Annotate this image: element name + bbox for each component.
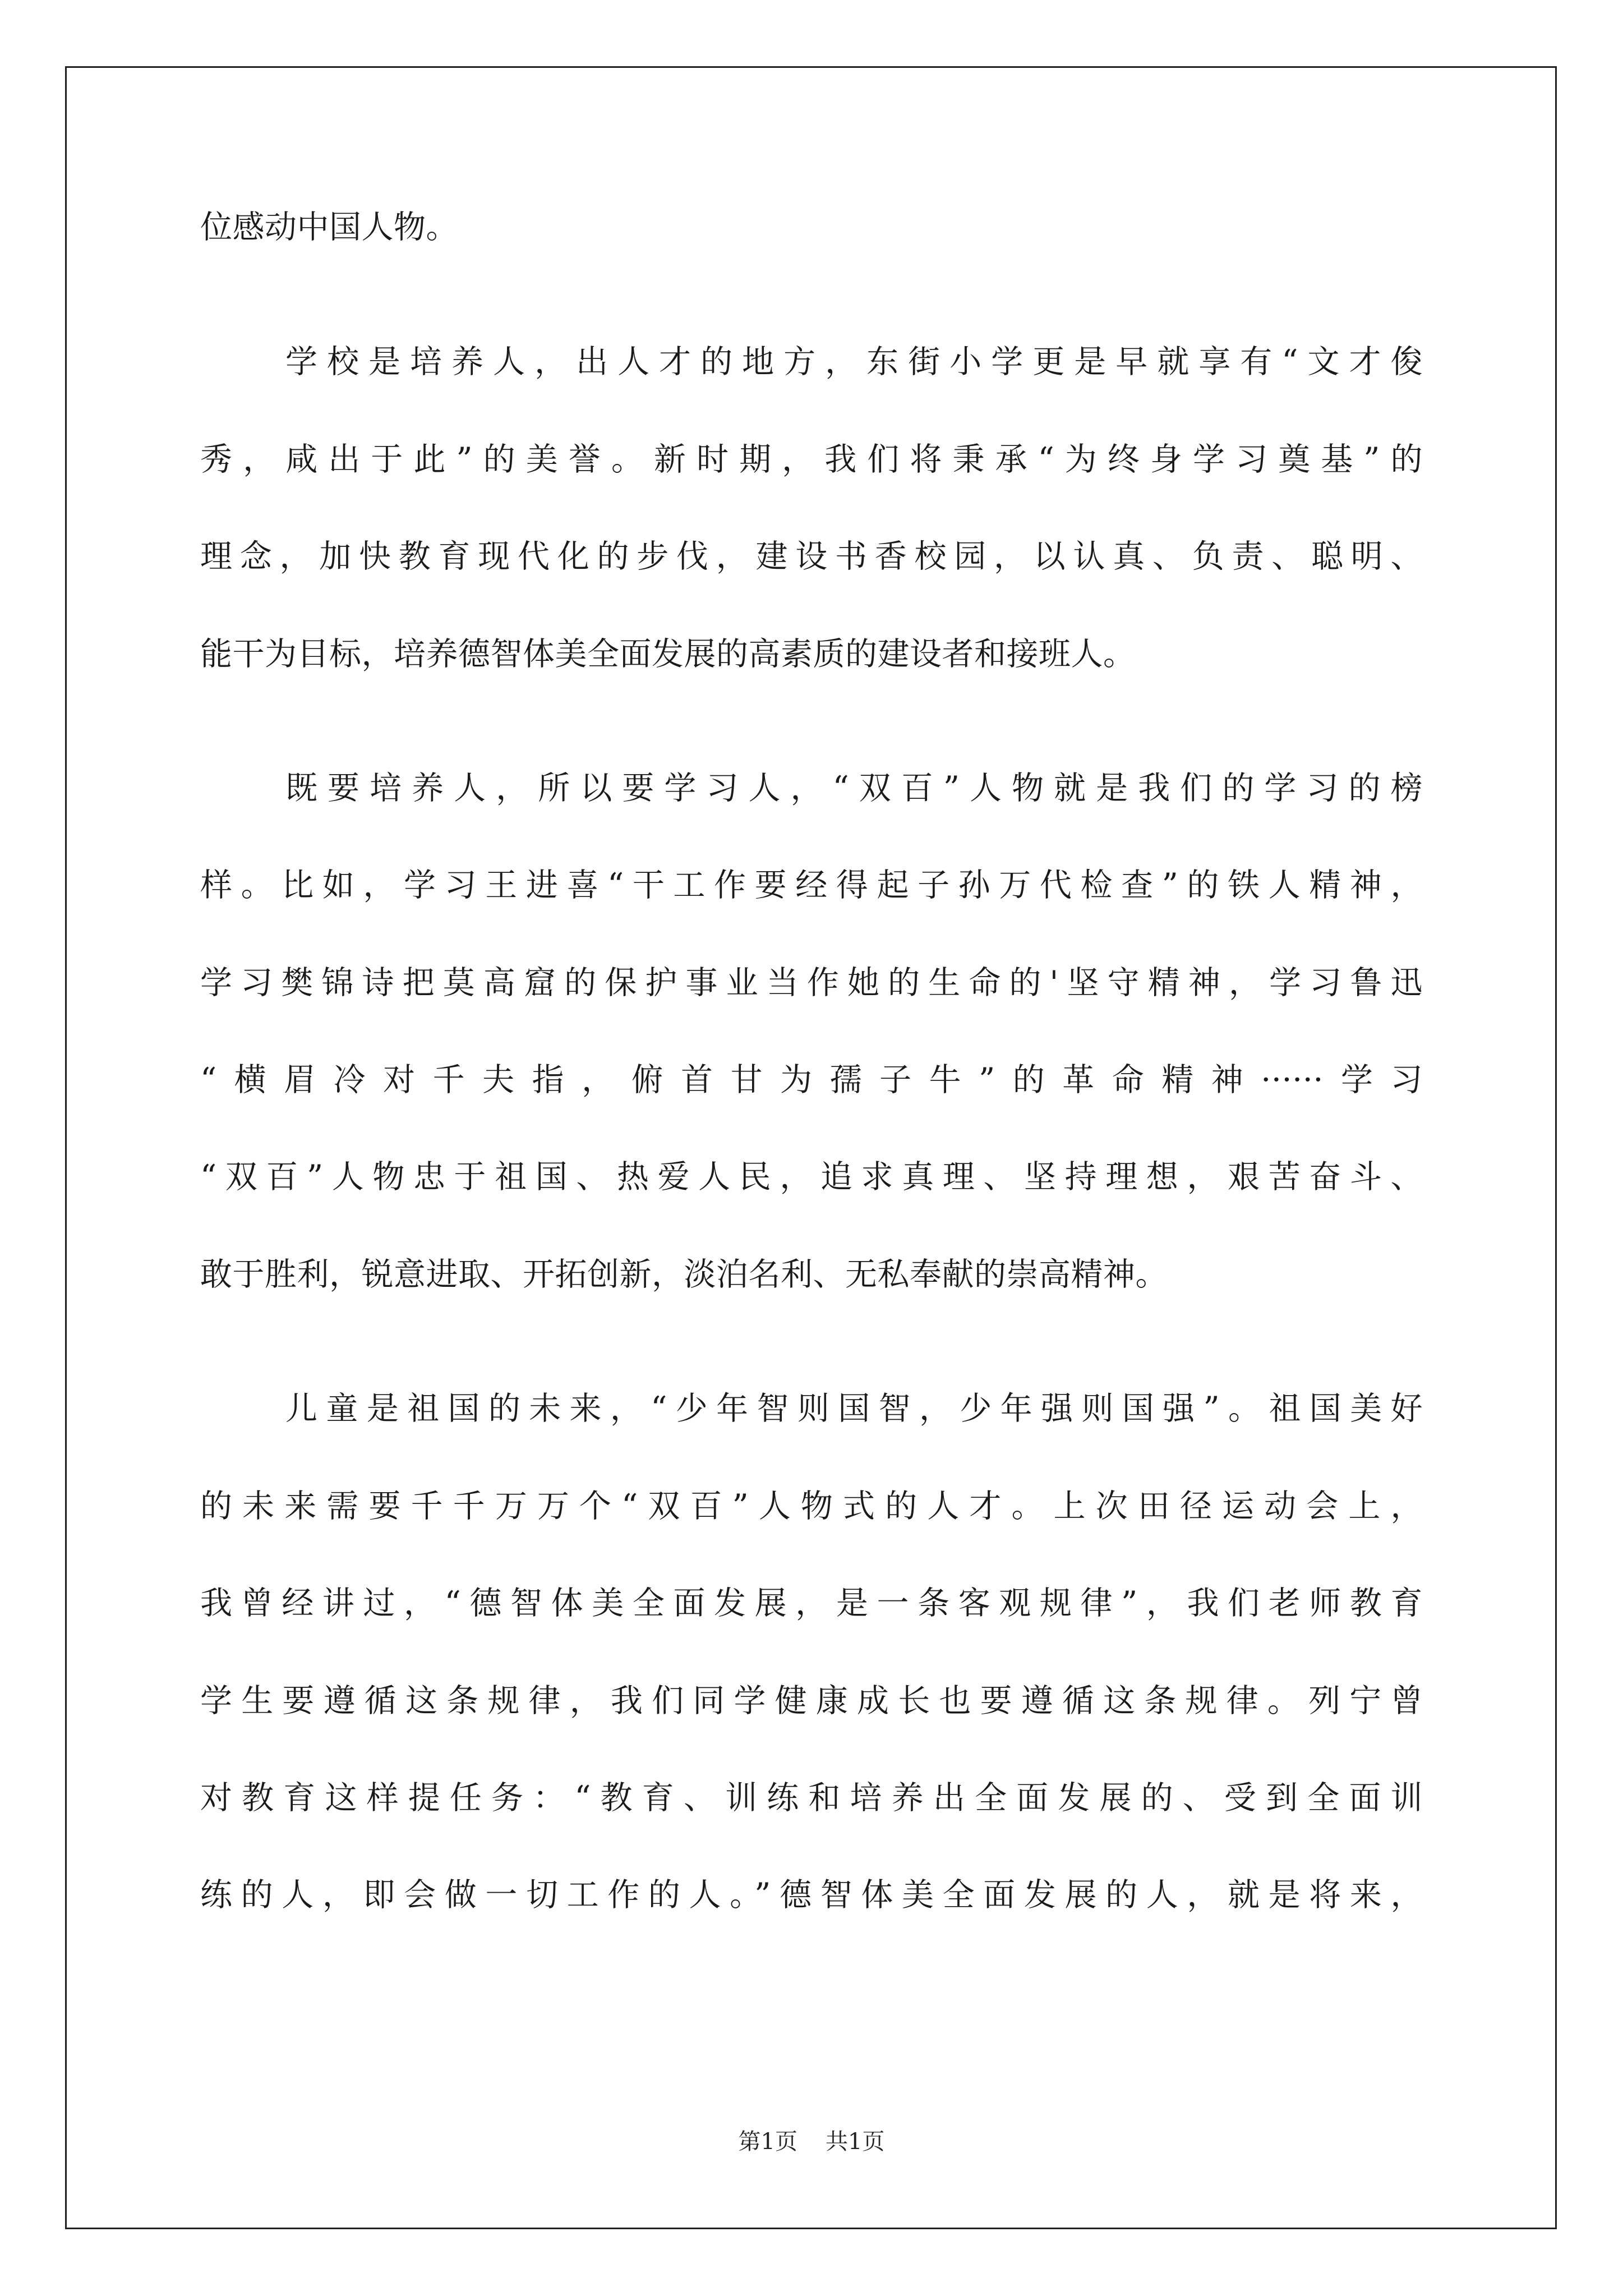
text-line-14: 我曾经讲过，“德智体美全面发展，是一条客观规律”，我们老师教育	[200, 1585, 1423, 1622]
text-line-2: 学校是培养人，出人才的地方，东街小学更是早就享有“文才俊	[285, 343, 1423, 380]
text-line-5: 能干为目标，培养德智体美全面发展的高素质的建设者和接班人。	[200, 636, 1136, 673]
text-line-17: 练的人，即会做一切工作的人。”德智体美全面发展的人，就是将来，	[200, 1876, 1423, 1913]
page-number-total: 共1页	[826, 2129, 885, 2155]
text-line-8: 学习樊锦诗把莫高窟的保护事业当作她的生命的'坚守精神，学习鲁迅	[200, 964, 1423, 1001]
page-footer	[0, 2126, 1623, 2157]
text-line-6: 既要培养人，所以要学习人，“双百”人物就是我们的学习的榜	[285, 770, 1423, 807]
text-line-9: “横眉冷对千夫指，俯首甘为孺子牛”的革命精神······学习	[200, 1061, 1423, 1098]
text-line-12: 儿童是祖国的未来，“少年智则国智，少年强则国强”。祖国美好	[285, 1390, 1423, 1427]
text-line-11: 敢于胜利，锐意进取、开拓创新，淡泊名利、无私奉献的崇高精神。	[200, 1256, 1168, 1293]
page-number-current: 第1页	[738, 2129, 797, 2155]
text-line-13: 的未来需要千千万万个“双百”人物式的人才。上次田径运动会上，	[200, 1488, 1423, 1525]
text-line-3: 秀，咸出于此”的美誉。新时期，我们将秉承“为终身学习奠基”的	[200, 441, 1423, 478]
text-line-4: 理念，加快教育现代化的步伐，建设书香校园，以认真、负责、聪明、	[200, 538, 1423, 575]
text-line-15: 学生要遵循这条规律，我们同学健康成长也要遵循这条规律。列宁曾	[200, 1682, 1423, 1719]
text-line-10: “双百”人物忠于祖国、热爱人民，追求真理、坚持理想，艰苦奋斗、	[200, 1158, 1423, 1195]
text-line-1: 位感动中国人物。	[200, 209, 458, 246]
text-line-7: 样。比如，学习王进喜“干工作要经得起子孙万代检查”的铁人精神，	[200, 867, 1423, 904]
text-line-16: 对教育这样提任务：“教育、训练和培养出全面发展的、受到全面训	[200, 1779, 1423, 1816]
